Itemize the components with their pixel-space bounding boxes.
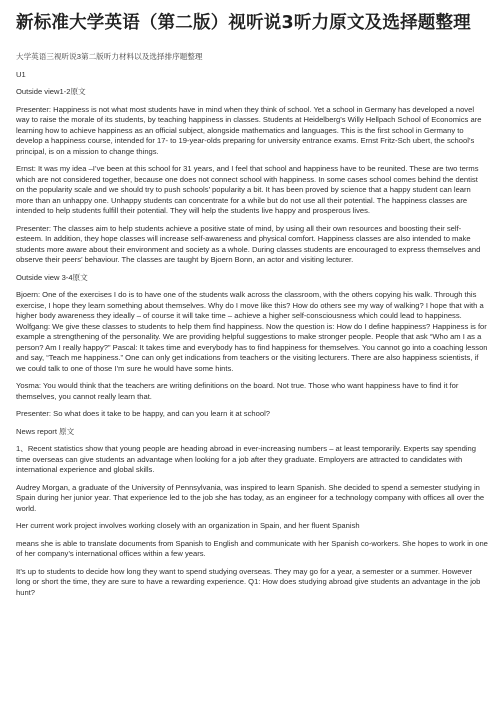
section-heading: Outside view 3-4原文 [16,272,88,282]
paragraph: Bjoern: One of the exercises I do is to have one of the students walk across the classroom, with the others copying his walk. Through this exercise, I hope they learn something about themselves. Why do I move like this? How do others see my way of walking? I hope that with a higher body awareness they ideally – of course it will take time – achieve a higher self-consciousness which could lead to happiness. Wolfgang: We give these classes to students to help them find happiness. Now the question is: How do I define happiness? Happiness is for example a strengthening of the personality. We are providing helpful suggestions to make stronger people. People that ask “Who am I as a person? Am I really happy?” Pascal: It takes time and everybody has to find happiness for themselves. You cannot go into a coaching lesson and say, “Teach me happiness.” One can only get indications from teachers or the visiting lecturers. There are also happiness scientists, if we could talk to one of those I’m sure he would have some hints. [16,290,488,373]
paragraph: Yosma: You would think that the teachers are writing definitions on the board. Not true. Those who want happiness have to find it for themselves, you cannot really learn that. [16,381,459,401]
section-heading: Outside view1-2原文 [16,87,86,96]
paragraph: 1、Recent statistics show that young people are heading abroad in ever-increasing numbers – at least temporarily. Experts say spending time overseas can give students an advantage when looking for a job after they graduate. Employers are attracted to candidates with international experience and global skills. [16,444,476,474]
document-title: 新标准大学英语（第二版）视听说3听力原文及选择题整理 [16,13,471,33]
paragraph: Presenter: So what does it take to be happy, and can you learn it at school? [16,409,270,418]
paragraph: Presenter: Happiness is not what most students have in mind when they think of school. Yet a school in Germany has developed a novel way to raise the morale of its students, by teaching happiness in classes. Students at Heidelberg’s Willy Hellpach School of Economics are learning how to achieve happiness as an official subject, alongside mathematics and languages. This is the first school in Germany to develop a happiness course, intended for 17- to 19-year-olds preparing for university entrance exams. Ernst Fritz-Sch ubert, the school’s principal, is on a mission to change things. [16,104,482,156]
paragraph: Presenter: The classes aim to help students achieve a positive state of mind, by using all their own resources and boosting their self-esteem. In addition, they hope classes will increase self-awareness and physical comfort. Happiness classes are also intended to make students more aware about their environment and society as a whole. During classes students are encouraged to express themselves and observe their peers’ behaviour. The classes are taught by Bjoern Bonn, an actor and visiting lecturer. [16,223,481,264]
paragraph: Audrey Morgan, a graduate of the University of Pennsylvania, was inspired to learn Spanish. She decided to spend a semester studying in Spain during her junior year. That experience led to the job she has today, as an engineer for a technology company with offices all over the world. [16,482,485,513]
paragraph: means she is able to translate documents from Spanish to English and communicate with her Spanish co-workers. She hopes to work in one of her company’s international offices within a few years. [16,538,488,558]
document-subtitle: 大学英语三视听说3第二版听力材料以及选择排序题整理 [16,52,203,61]
unit-label: U1 [16,69,26,79]
paragraph: Ernst: It was my idea –I’ve been at this school for 31 years, and I feel that school and happiness have to be reunited. These are two terms which are not considered together, because one does not connect school with happiness. In some cases school comes behind the dentist on the popularity scale and we should try to push schools’ popularity a bit. It has been proved by science that a happy student can learn more than an unhappy one. Unhappy students can concentrate for a while but do not use all their potential. The happiness classes are intended to help students fulfill their potential. They will help the students live happy and prosperous lives. [16,164,479,215]
paragraph: It’s up to students to decide how long they want to spend studying overseas. They may go for a year, a semester or a summer. However long or short the time, they are sure to have a rewarding experience. Q1: How does studying abroad give students an advantage in the job hunt? [16,566,481,597]
paragraph: Her current work project involves working closely with an organization in Spain, and her fluent Spanish [16,521,360,530]
section-heading: News report 原文 [16,426,75,436]
